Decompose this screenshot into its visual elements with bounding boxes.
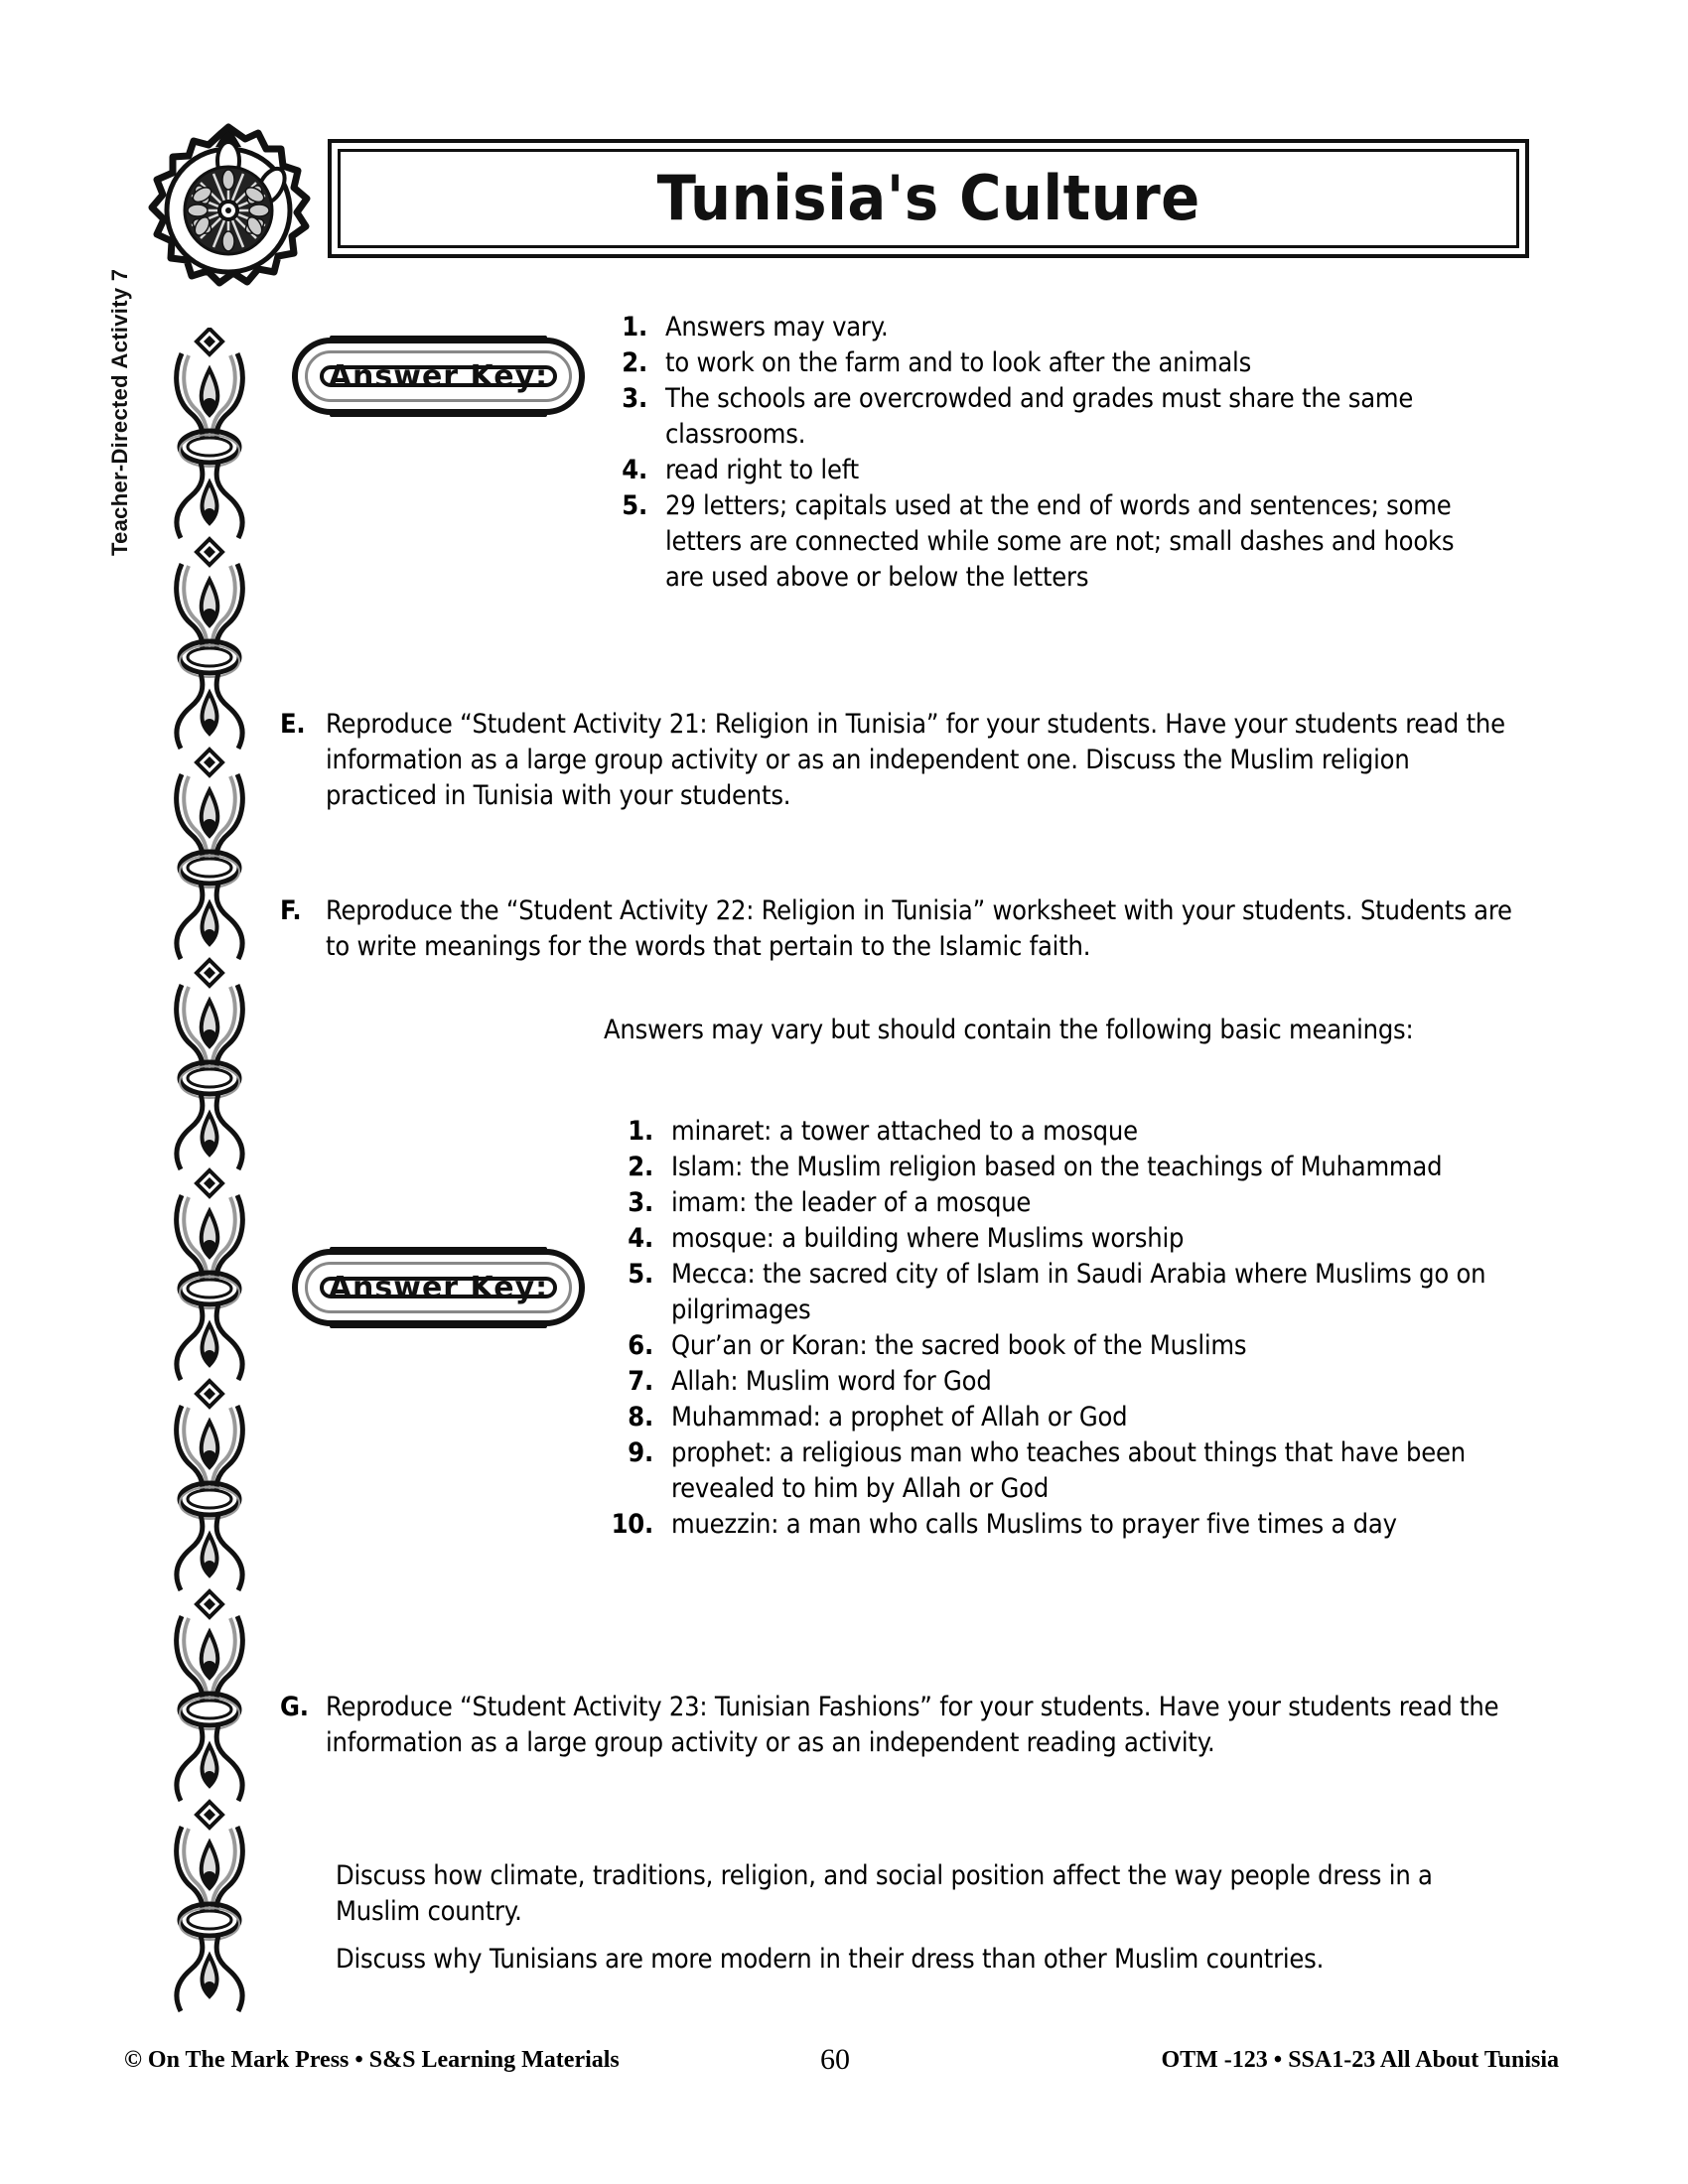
discussion-paragraph-2: Discuss why Tunisians are more modern in their dress than other Muslim countries. (336, 1944, 1325, 1975)
section-letter: G. (280, 1692, 309, 1722)
list-item (596, 1114, 1489, 1150)
answer-key-label: Answer Key: (328, 358, 549, 394)
list-item (606, 381, 1460, 453)
item-number: 1. (622, 312, 647, 342)
section-letter: E. (280, 709, 306, 740)
item-number: 3. (628, 1187, 653, 1218)
list-item (596, 1364, 1489, 1400)
list-item (596, 1507, 1489, 1543)
item-text: to work on the farm and to look after the animals (665, 347, 1252, 378)
footer-copyright: © On The Mark Press • S&S Learning Materials (124, 2047, 620, 2073)
item-number: 4. (628, 1223, 653, 1254)
section-e (280, 707, 1519, 814)
item-number: 2. (628, 1152, 653, 1182)
list-item (596, 1221, 1489, 1257)
item-text: Mecca: the sacred city of Islam in Saudi Arabia where Muslims go on pilgrimages (671, 1259, 1486, 1325)
item-text: Muhammad: a prophet of Allah or God (671, 1402, 1128, 1433)
answer-key-list-1 (606, 310, 1460, 596)
item-text: mosque: a building where Muslims worship (671, 1223, 1185, 1254)
section-text: Reproduce “Student Activity 21: Religion in Tunisia” for your students. Have your students read the information as a large group activity or as an independent one. Discuss the Muslim religion practiced in Tunisia with your students. (326, 709, 1505, 811)
answer-key-badge-2 (292, 1249, 585, 1326)
arabesque-border-icon (171, 328, 248, 2015)
list-item (596, 1150, 1489, 1185)
list-item (596, 1257, 1489, 1328)
item-text: Islam: the Muslim religion based on the teachings of Muhammad (671, 1152, 1443, 1182)
title-banner (328, 139, 1529, 258)
answer-key-label: Answer Key: (328, 1270, 549, 1305)
item-number: 1. (628, 1116, 653, 1147)
item-text: 29 letters; capitals used at the end of words and sentences; some letters are connected while some are not; small dashes and hooks are used above or below the letters (665, 490, 1455, 593)
section-f (280, 893, 1519, 965)
badge-inner-ring (320, 358, 557, 394)
badge-mid-ring (305, 350, 572, 402)
item-number: 2. (622, 347, 647, 378)
page-title: Tunisia's Culture (656, 162, 1200, 234)
page-header (129, 119, 1529, 268)
item-text: Qur’an or Koran: the sacred book of the Muslims (671, 1330, 1247, 1361)
answers-intro-text: Answers may vary but should contain the following basic meanings: (604, 1015, 1414, 1045)
badge-inner-ring (320, 1270, 557, 1305)
item-text: minaret: a tower attached to a mosque (671, 1116, 1138, 1147)
list-item (596, 1435, 1489, 1507)
badge-outer-ring (292, 338, 585, 415)
item-number: 4. (622, 455, 647, 485)
badge-mid-ring (305, 1262, 572, 1313)
list-item (596, 1328, 1489, 1364)
item-text: The schools are overcrowded and grades must share the same classrooms. (665, 383, 1414, 450)
section-letter: F. (280, 895, 302, 926)
item-text: prophet: a religious man who teaches about things that have been revealed to him by Allah or God (671, 1437, 1466, 1504)
item-text: Answers may vary. (665, 312, 889, 342)
list-item (606, 453, 1460, 488)
section-text: Reproduce “Student Activity 23: Tunisian Fashions” for your students. Have your students read the information as a large group activity or as an independent reading activity. (326, 1692, 1499, 1758)
section-g (280, 1690, 1519, 1761)
list-item (596, 1400, 1489, 1435)
page-number: 60 (820, 2043, 850, 2076)
list-item (606, 488, 1460, 596)
item-number: 3. (622, 383, 647, 414)
item-text: read right to left (665, 455, 859, 485)
answer-key-list-2 (596, 1114, 1489, 1543)
item-number: 6. (628, 1330, 653, 1361)
item-number: 5. (628, 1259, 653, 1290)
section-text: Reproduce the “Student Activity 22: Religion in Tunisia” worksheet with your students. Students are to write meanings for the words that pertain to the Islamic faith. (326, 895, 1512, 962)
item-text: imam: the leader of a mosque (671, 1187, 1032, 1218)
item-text: Allah: Muslim word for God (671, 1366, 992, 1397)
item-number: 10. (611, 1509, 653, 1540)
star-rosette-icon (129, 119, 328, 303)
list-item (606, 310, 1460, 345)
item-number: 9. (628, 1437, 653, 1468)
item-number: 8. (628, 1402, 653, 1433)
discussion-paragraph-1: Discuss how climate, traditions, religion, and social position affect the way people dress in a Muslim country. (336, 1860, 1433, 1927)
page-footer (0, 2043, 1688, 2087)
list-item (596, 1185, 1489, 1221)
answer-key-badge-1 (292, 338, 585, 415)
badge-outer-ring (292, 1249, 585, 1326)
item-number: 5. (622, 490, 647, 521)
footer-product-code: OTM -123 • SSA1-23 All About Tunisia (1161, 2047, 1559, 2073)
sidebar-activity-label: Teacher-Directed Activity 7 (107, 268, 132, 556)
title-banner-inner (338, 149, 1519, 248)
list-item (606, 345, 1460, 381)
item-text: muezzin: a man who calls Muslims to prayer five times a day (671, 1509, 1397, 1540)
item-number: 7. (628, 1366, 653, 1397)
